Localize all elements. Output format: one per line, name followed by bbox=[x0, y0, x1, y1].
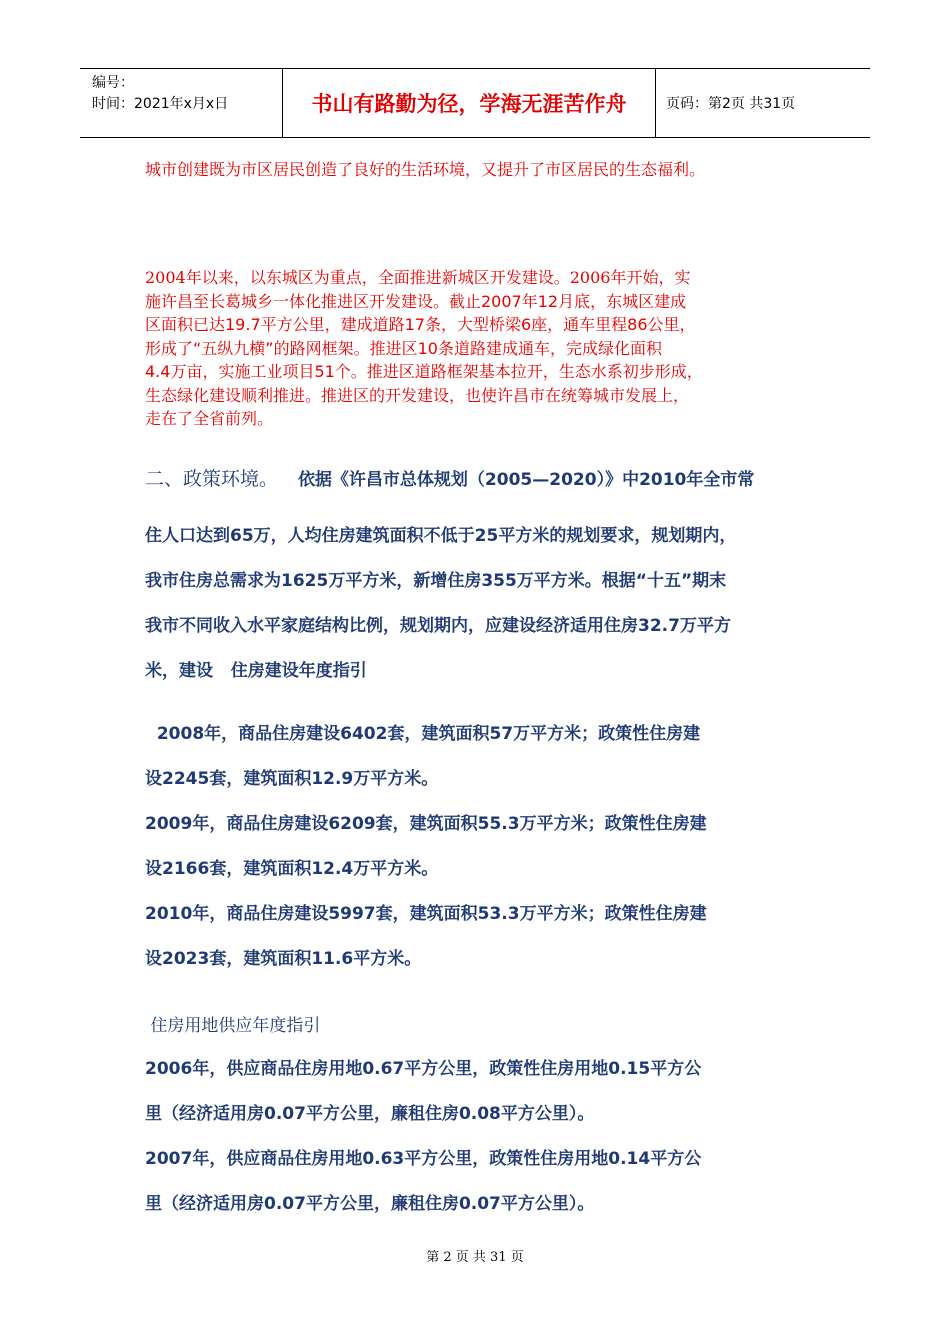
land-line: 2006年，供应商品住房用地0.67平方公里，政策性住房用地0.15平方公 bbox=[145, 1059, 702, 1079]
paragraph-line: 施许昌至长葛城乡一体化推进区开发建设。截止2007年12月底，东城区建成 bbox=[145, 291, 687, 311]
land-line: 里（经济适用房0.07平方公里，廉租住房0.07平方公里）。 bbox=[145, 1194, 595, 1214]
paragraph-line: 区面积已达19.7平方公里，建成道路17条，大型桥梁6座，通车里程86公里， bbox=[145, 315, 696, 334]
header-table bbox=[80, 68, 870, 138]
paragraph-line: 4.4万亩，实施工业项目51个。推进区道路框架基本拉开，生态水系初步形成， bbox=[145, 362, 703, 381]
housing-line: 设2023套，建筑面积11.6平方米。 bbox=[145, 949, 422, 969]
header-meta-cell bbox=[80, 69, 283, 137]
housing-line: 设2245套，建筑面积12.9万平方米。 bbox=[145, 769, 439, 789]
housing-line: 2009年，商品住房建设6209套，建筑面积55.3万平方米；政策性住房建 bbox=[145, 814, 707, 834]
header-page-info: 页码：第2页 共31页 bbox=[666, 96, 796, 112]
policy-heading: 二、政策环境。 bbox=[145, 468, 279, 490]
paragraph-line: 走在了全省前列。 bbox=[145, 409, 274, 428]
housing-line: 2010年，商品住房建设5997套，建筑面积53.3万平方米；政策性住房建 bbox=[145, 904, 707, 924]
header-number-label: 编号： bbox=[92, 75, 134, 91]
page-footer: 第 2 页 共 31 页 bbox=[426, 1250, 524, 1265]
header-date-label: 时间：2021年x月x日 bbox=[92, 96, 229, 112]
housing-line: 设2166套，建筑面积12.4万平方米。 bbox=[145, 859, 439, 879]
policy-line: 我市不同收入水平家庭结构比例，规划期内，应建设经济适用住房32.7万平方 bbox=[145, 616, 731, 636]
land-line: 里（经济适用房0.07平方公里，廉租住房0.08平方公里）。 bbox=[145, 1104, 595, 1124]
paragraph-line: 形成了“五纵九横”的路网框架。推进区10条道路建成通车，完成绿化面积 bbox=[145, 338, 662, 358]
policy-line: 米，建设 住房建设年度指引 bbox=[145, 661, 367, 681]
policy-line: 住人口达到65万，人均住房建筑面积不低于25平方米的规划要求，规划期内， bbox=[145, 526, 737, 546]
land-line: 2007年，供应商品住房用地0.63平方公里，政策性住房用地0.14平方公 bbox=[145, 1149, 702, 1169]
land-heading: 住房用地供应年度指引 bbox=[145, 1016, 321, 1036]
header-motto: 书山有路勤为径，学海无涯苦作舟 bbox=[283, 69, 656, 137]
development-paragraph bbox=[145, 266, 825, 431]
paragraph-line: 生态绿化建设顺利推进。推进区的开发建设，也使许昌市在统筹城市发展上， bbox=[145, 385, 690, 405]
housing-line: 2008年，商品住房建设6402套，建筑面积57万平方米；政策性住房建 bbox=[145, 724, 701, 744]
policy-line bbox=[145, 464, 754, 491]
policy-text: 依据《许昌市总体规划（2005—2020）》中2010年全市常 bbox=[297, 470, 755, 490]
policy-line: 我市住房总需求为1625万平方米，新增住房355万平方米。根据“十五”期末 bbox=[145, 571, 727, 591]
intro-paragraph: 城市创建既为市区居民创造了良好的生活环境，又提升了市区居民的生态福利。 bbox=[145, 160, 706, 179]
paragraph-line: 2004年以来，以东城区为重点，全面推进新城区开发建设。2006年开始，实 bbox=[145, 268, 691, 287]
